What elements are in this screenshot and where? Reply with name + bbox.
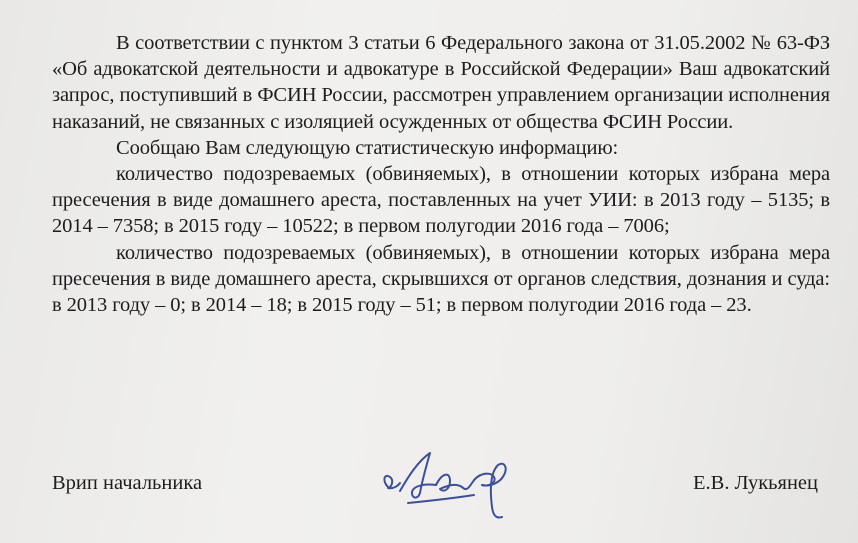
handwritten-signature — [378, 447, 518, 525]
paragraph-absconded-count: количество подозреваемых (обвиняемых), в отношении которых избрана мера пресечения в виде домашнего ареста, скрывшихся от органов следствия, дознания и суда: в 2013 году – 0; в 2014 – 18; в 2015 году – 51; в первом полугодии 2016 года – 23. — [52, 241, 830, 317]
paragraph-registered-count: количество подозреваемых (обвиняемых), в отношении которых избрана мера пресечения в виде домашнего ареста, поставленных на учет УИИ: в 2013 году – 5135; в 2014 – 7358; в 2015 году – 10522; в первом полугодии 2016 года – 7006; — [52, 163, 830, 238]
paragraph-legal-basis: В соответствии с пунктом 3 статьи 6 Федерального закона от 31.05.2002 № 63-ФЗ «Об адвокатской деятельности и адвокатуре в Российской Федерации» Ваш адвокатский запрос, поступивший в ФСИН России, рассмотрен управлением организации исполнения наказаний, не связанных с изоляцией осужденных от общества ФСИН России. — [52, 32, 830, 133]
signature-strokes — [384, 453, 505, 518]
letter-body — [52, 30, 830, 318]
signer-title: Врип начальника — [52, 472, 203, 494]
paragraph-statistics-intro: Сообщаю Вам следующую статистическую информацию: — [116, 136, 619, 159]
signer-name: Е.В. Лукьянец — [693, 472, 818, 494]
